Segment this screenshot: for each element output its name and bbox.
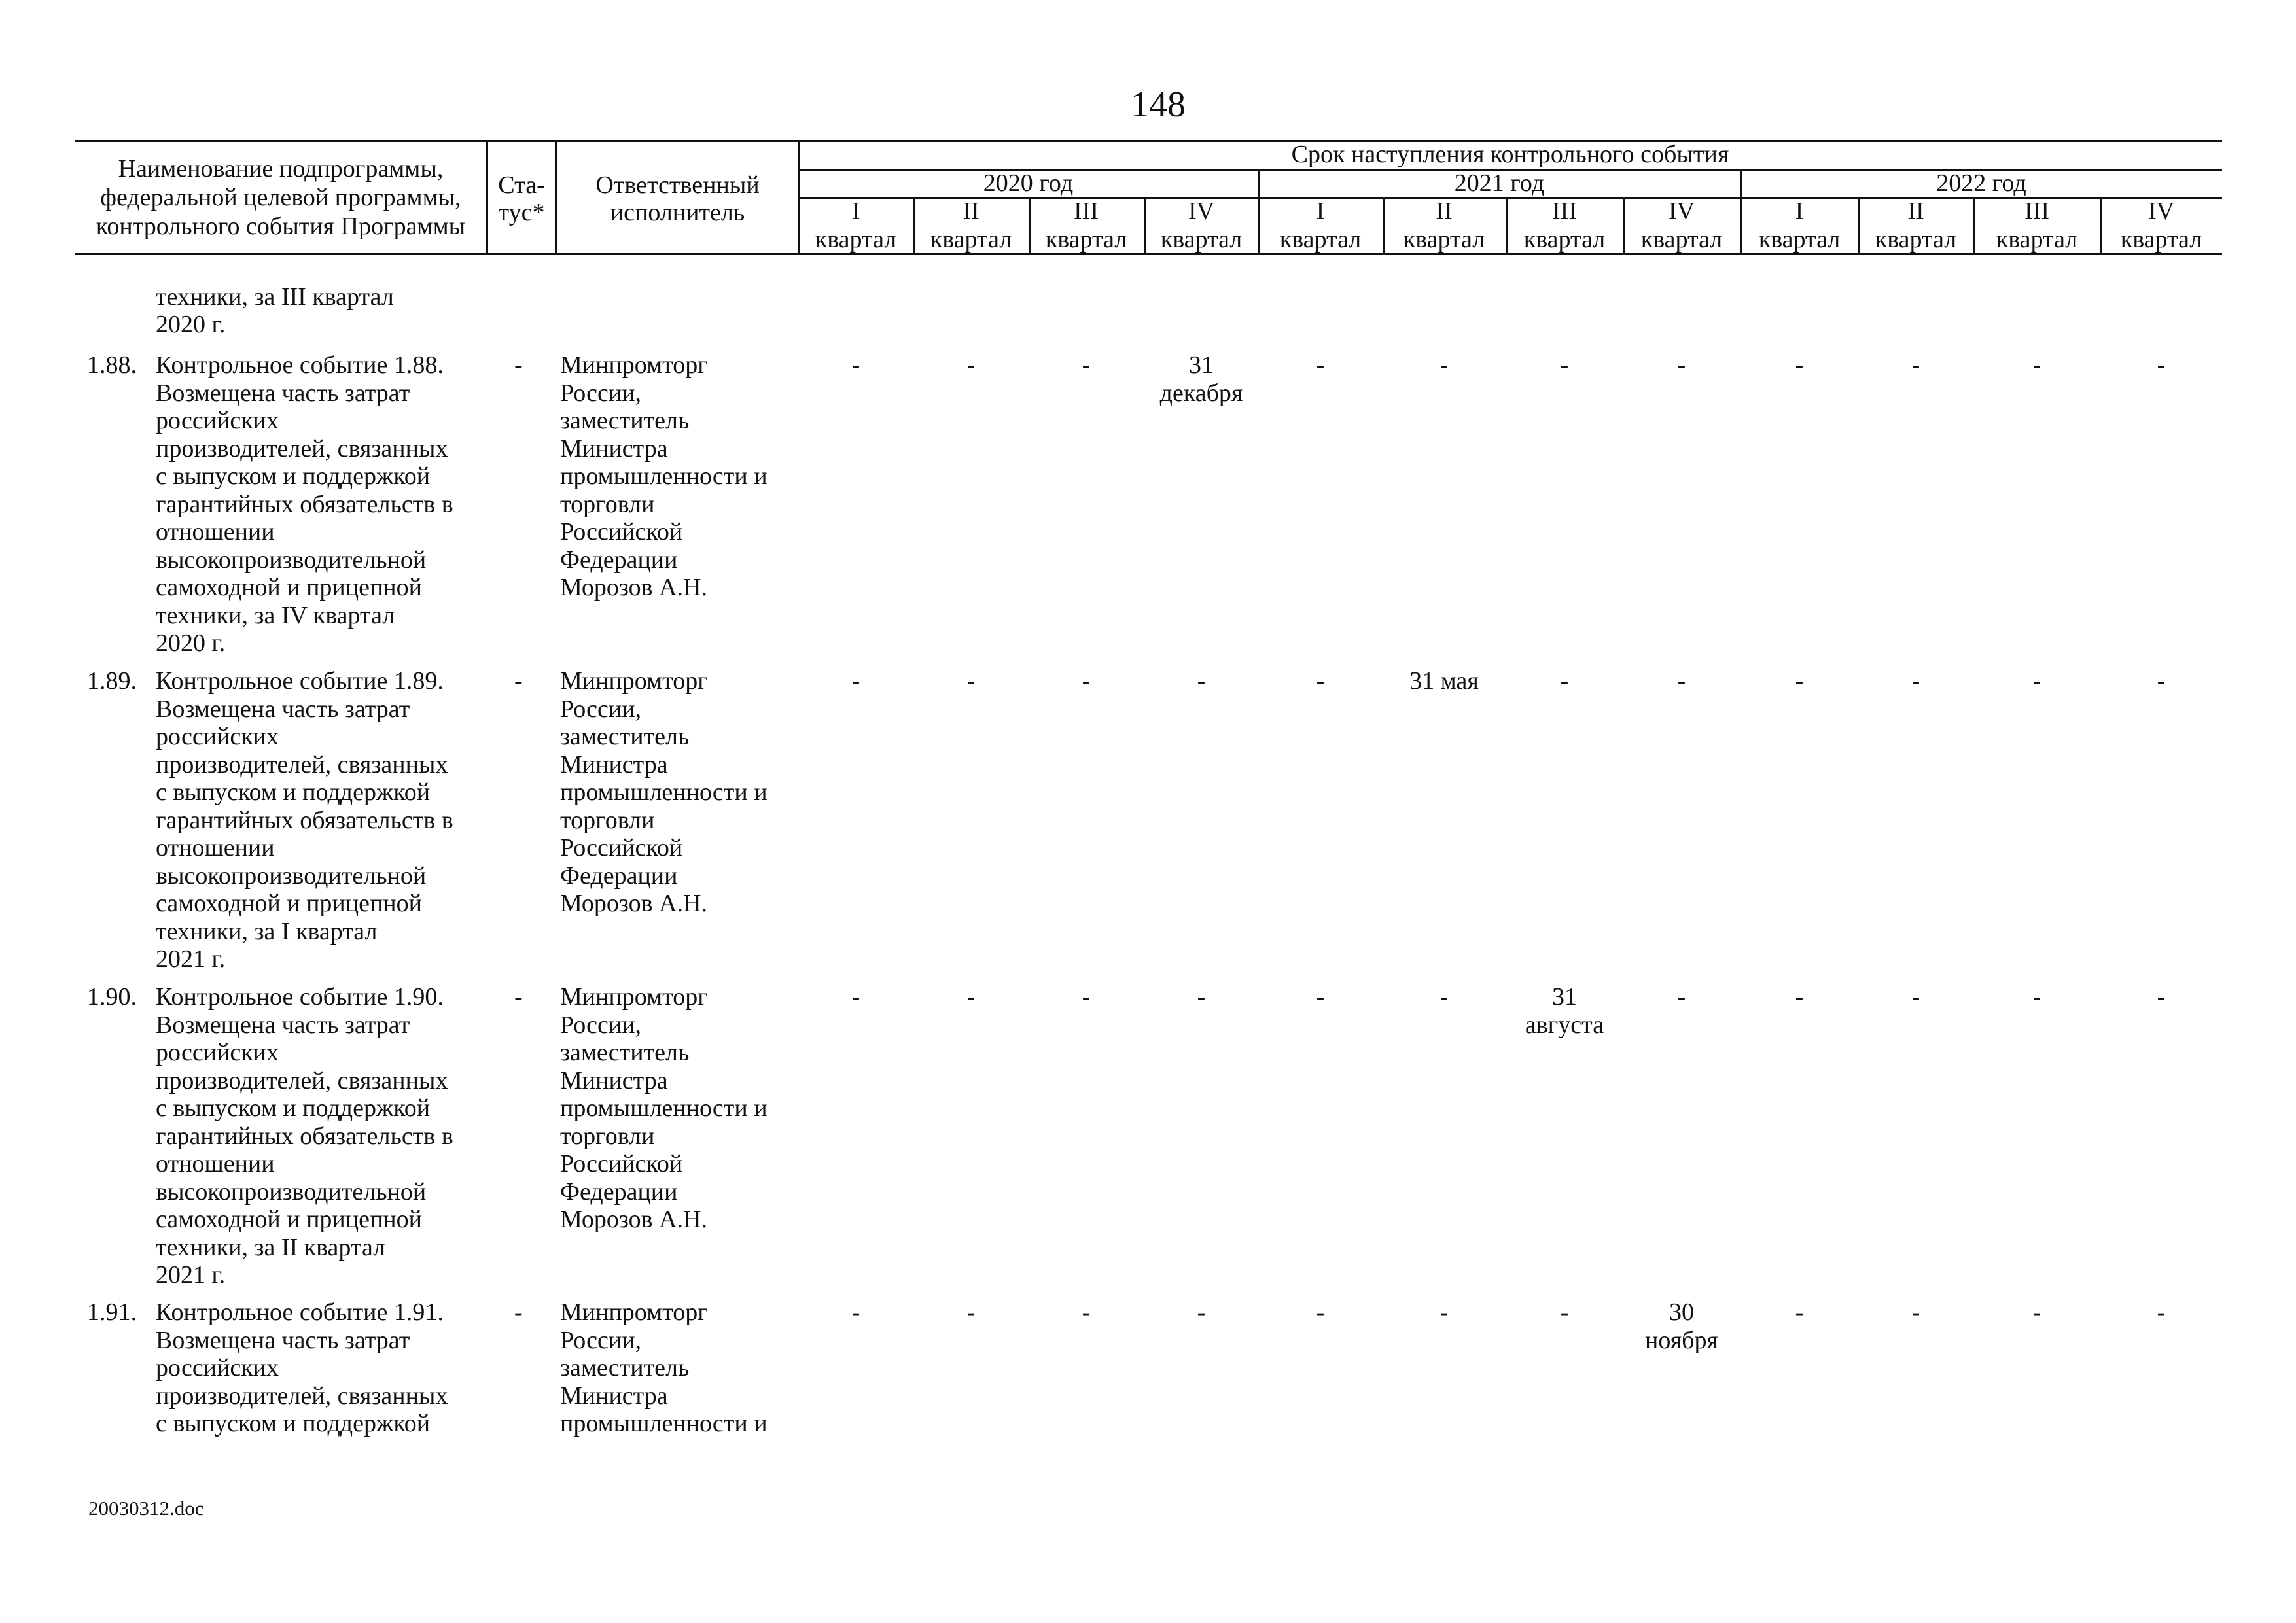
- quarter-cell: -: [1911, 983, 1920, 1011]
- row-executor-line: заместитель: [560, 407, 690, 434]
- quarter-cell: -: [851, 351, 860, 379]
- quarter-cell: -: [1439, 1299, 1449, 1326]
- row-executor-line: Морозов А.Н.: [560, 574, 707, 601]
- quarter-cell: -: [1795, 983, 1804, 1011]
- row-executor-line: Министра: [560, 1066, 668, 1094]
- row-name-line: российских: [156, 407, 279, 434]
- row-executor-line: Минпромторг: [560, 351, 708, 379]
- quarter-numeral: I: [851, 198, 860, 225]
- row-name-line: российских: [156, 1354, 279, 1382]
- quarter-numeral: IV: [2147, 198, 2175, 225]
- continuation-line: техники, за III квартал: [156, 283, 394, 311]
- row-name-line: гарантийных обязательств в: [156, 1122, 453, 1150]
- row-executor-line: торговли: [560, 806, 655, 834]
- row-name-line: с выпуском и поддержкой: [156, 462, 431, 490]
- quarter-cell: -: [851, 667, 860, 695]
- quarter-cell: -: [1316, 667, 1325, 695]
- quarter-numeral: II: [963, 198, 980, 225]
- quarter-numeral: II: [1436, 198, 1453, 225]
- quarter-cell: -: [1911, 351, 1920, 379]
- quarter-cell: -: [1316, 983, 1325, 1011]
- row-name-line: Контрольное событие 1.91.: [156, 1299, 444, 1326]
- divider-quarter: [1506, 197, 1508, 254]
- row-name-line: техники, за II квартал: [156, 1233, 386, 1261]
- quarter-word: квартал: [1403, 226, 1485, 253]
- row-number: 1.89.: [87, 667, 137, 695]
- quarter-cell: -: [966, 983, 976, 1011]
- quarter-cell: 31 мая: [1409, 667, 1479, 695]
- row-status: -: [514, 983, 523, 1011]
- continuation-line: 2020 г.: [156, 311, 226, 338]
- row-name-line: Контрольное событие 1.89.: [156, 667, 444, 695]
- quarter-word: квартал: [1875, 226, 1957, 253]
- row-executor-line: Федерации: [560, 862, 678, 890]
- quarter-numeral: III: [2024, 198, 2049, 225]
- row-executor-line: Морозов А.Н.: [560, 1206, 707, 1233]
- header-name-line: федеральной целевой программы,: [100, 184, 461, 211]
- quarter-cell: -: [1197, 983, 1206, 1011]
- header-status-line: тус*: [498, 199, 545, 226]
- quarter-cell: -: [966, 1299, 976, 1326]
- row-number: 1.88.: [87, 351, 137, 379]
- quarter-cell: -: [2032, 351, 2041, 379]
- row-executor-line: торговли: [560, 490, 655, 518]
- quarter-word: квартал: [1758, 226, 1841, 253]
- quarter-numeral: III: [1552, 198, 1577, 225]
- quarter-cell: ноября: [1645, 1326, 1718, 1354]
- quarter-cell: -: [1677, 667, 1686, 695]
- row-name-line: техники, за IV квартал: [156, 601, 395, 629]
- quarter-cell: -: [1560, 1299, 1569, 1326]
- row-name-line: техники, за I квартал: [156, 917, 378, 945]
- row-executor-line: России,: [560, 1326, 642, 1354]
- row-number: 1.91.: [87, 1299, 137, 1326]
- row-name-line: высокопроизводительной: [156, 546, 427, 574]
- row-status: -: [514, 667, 523, 695]
- page-number: 148: [1131, 84, 1186, 125]
- quarter-cell: 30: [1669, 1299, 1694, 1326]
- row-executor-line: заместитель: [560, 1354, 690, 1382]
- quarter-cell: -: [1082, 351, 1091, 379]
- row-executor-line: торговли: [560, 1122, 655, 1150]
- quarter-cell: декабря: [1159, 379, 1243, 407]
- quarter-numeral: II: [1907, 198, 1924, 225]
- row-name-line: высокопроизводительной: [156, 1178, 427, 1206]
- row-name-line: с выпуском и поддержкой: [156, 1094, 431, 1122]
- quarter-cell: -: [1911, 1299, 1920, 1326]
- divider-quarter: [1973, 197, 1975, 254]
- header-year-2021: 2021 год: [1454, 169, 1545, 197]
- row-name-line: Возмещена часть затрат: [156, 379, 410, 407]
- row-executor-line: Министра: [560, 434, 668, 462]
- quarter-cell: -: [1795, 667, 1804, 695]
- header-bottom-rule: [75, 253, 2222, 255]
- row-name-line: 2021 г.: [156, 945, 226, 973]
- row-name-line: отношении: [156, 1150, 275, 1178]
- quarter-cell: -: [2157, 983, 2166, 1011]
- row-name-line: Возмещена часть затрат: [156, 695, 410, 723]
- row-name-line: производителей, связанных: [156, 434, 448, 462]
- row-executor-line: Федерации: [560, 546, 678, 574]
- row-executor-line: Российской: [560, 1150, 683, 1178]
- quarter-cell: -: [1197, 667, 1206, 695]
- row-name-line: производителей, связанных: [156, 1066, 448, 1094]
- row-name-line: 2021 г.: [156, 1261, 226, 1289]
- quarter-cell: -: [1082, 983, 1091, 1011]
- quarter-cell: -: [1795, 1299, 1804, 1326]
- quarter-word: квартал: [815, 226, 897, 253]
- row-name-line: российских: [156, 723, 279, 750]
- quarter-cell: -: [1560, 351, 1569, 379]
- divider-quarter: [1383, 197, 1385, 254]
- quarter-cell: -: [1677, 983, 1686, 1011]
- quarter-cell: -: [2157, 351, 2166, 379]
- row-name-line: с выпуском и поддержкой: [156, 778, 431, 806]
- row-executor-line: Российской: [560, 518, 683, 546]
- row-executor-line: заместитель: [560, 1039, 690, 1066]
- quarter-cell: -: [2032, 667, 2041, 695]
- divider-quarter: [2100, 197, 2102, 254]
- header-name-line: Наименование подпрограммы,: [118, 155, 444, 183]
- quarter-cell: -: [1082, 1299, 1091, 1326]
- row-name-line: производителей, связанных: [156, 750, 448, 778]
- header-executor-line: Ответственный: [595, 171, 760, 199]
- divider-quarter: [1623, 197, 1625, 254]
- quarter-numeral: III: [1074, 198, 1099, 225]
- row-executor-line: России,: [560, 695, 642, 723]
- row-name-line: российских: [156, 1039, 279, 1066]
- quarter-cell: -: [2032, 1299, 2041, 1326]
- quarter-cell: -: [851, 1299, 860, 1326]
- quarter-word: квартал: [2120, 226, 2202, 253]
- row-name-line: самоходной и прицепной: [156, 574, 422, 601]
- quarter-cell: -: [966, 667, 976, 695]
- header-status-line: Ста-: [498, 171, 545, 199]
- quarter-word: квартал: [1045, 226, 1127, 253]
- header-deadline-title: Срок наступления контрольного события: [1291, 141, 1729, 168]
- row-name-line: отношении: [156, 834, 275, 862]
- row-executor-line: Минпромторг: [560, 1299, 708, 1326]
- quarter-numeral: I: [1795, 198, 1804, 225]
- quarter-cell: -: [1560, 667, 1569, 695]
- quarter-cell: -: [966, 351, 976, 379]
- row-name-line: 2020 г.: [156, 629, 226, 657]
- quarter-cell: -: [1316, 1299, 1325, 1326]
- row-executor-line: заместитель: [560, 723, 690, 750]
- row-status: -: [514, 351, 523, 379]
- quarter-cell: -: [1439, 983, 1449, 1011]
- row-name-line: производителей, связанных: [156, 1382, 448, 1410]
- quarter-word: квартал: [1996, 226, 2078, 253]
- quarter-numeral: IV: [1188, 198, 1215, 225]
- quarter-cell: -: [851, 983, 860, 1011]
- header-name-line: контрольного события Программы: [96, 213, 466, 240]
- row-executor-line: Минпромторг: [560, 983, 708, 1011]
- row-name-line: отношении: [156, 518, 275, 546]
- quarter-cell: -: [1439, 351, 1449, 379]
- quarter-cell: -: [2032, 983, 2041, 1011]
- row-executor-line: Российской: [560, 834, 683, 862]
- header-year-2020: 2020 год: [983, 169, 1074, 197]
- row-name-line: с выпуском и поддержкой: [156, 1410, 431, 1437]
- quarter-word: квартал: [1160, 226, 1243, 253]
- quarter-cell: 31: [1552, 983, 1577, 1011]
- row-name-line: гарантийных обязательств в: [156, 806, 453, 834]
- header-year-2022: 2022 год: [1936, 169, 2026, 197]
- row-executor-line: Федерации: [560, 1178, 678, 1206]
- footer-filename: 20030312.doc: [88, 1497, 204, 1520]
- quarter-word: квартал: [1279, 226, 1362, 253]
- quarter-cell: -: [2157, 1299, 2166, 1326]
- row-executor-line: Министра: [560, 750, 668, 778]
- row-name-line: Возмещена часть затрат: [156, 1011, 410, 1039]
- row-name-line: Возмещена часть затрат: [156, 1326, 410, 1354]
- row-executor-line: Морозов А.Н.: [560, 890, 707, 917]
- row-name-line: самоходной и прицепной: [156, 890, 422, 917]
- row-executor-line: промышленности и: [560, 1410, 768, 1437]
- row-name-line: высокопроизводительной: [156, 862, 427, 890]
- row-name-line: гарантийных обязательств в: [156, 490, 453, 518]
- row-name-line: Контрольное событие 1.88.: [156, 351, 444, 379]
- row-executor-line: промышленности и: [560, 778, 768, 806]
- quarter-word: квартал: [930, 226, 1012, 253]
- quarter-cell: -: [2157, 667, 2166, 695]
- quarter-cell: -: [1316, 351, 1325, 379]
- quarter-word: квартал: [1640, 226, 1723, 253]
- row-name-line: самоходной и прицепной: [156, 1206, 422, 1233]
- quarter-cell: августа: [1525, 1011, 1604, 1039]
- quarter-cell: -: [1197, 1299, 1206, 1326]
- row-executor-line: России,: [560, 1011, 642, 1039]
- row-executor-line: России,: [560, 379, 642, 407]
- quarter-cell: -: [1911, 667, 1920, 695]
- row-executor-line: промышленности и: [560, 462, 768, 490]
- quarter-numeral: IV: [1668, 198, 1695, 225]
- quarter-numeral: I: [1316, 198, 1325, 225]
- quarter-cell: -: [1677, 351, 1686, 379]
- row-number: 1.90.: [87, 983, 137, 1011]
- row-name-line: Контрольное событие 1.90.: [156, 983, 444, 1011]
- quarter-word: квартал: [1523, 226, 1606, 253]
- row-executor-line: промышленности и: [560, 1094, 768, 1122]
- header-executor-line: исполнитель: [610, 199, 745, 226]
- row-executor-line: Минпромторг: [560, 667, 708, 695]
- quarter-cell: 31: [1189, 351, 1214, 379]
- quarter-cell: -: [1795, 351, 1804, 379]
- row-status: -: [514, 1299, 523, 1326]
- quarter-cell: -: [1082, 667, 1091, 695]
- row-executor-line: Министра: [560, 1382, 668, 1410]
